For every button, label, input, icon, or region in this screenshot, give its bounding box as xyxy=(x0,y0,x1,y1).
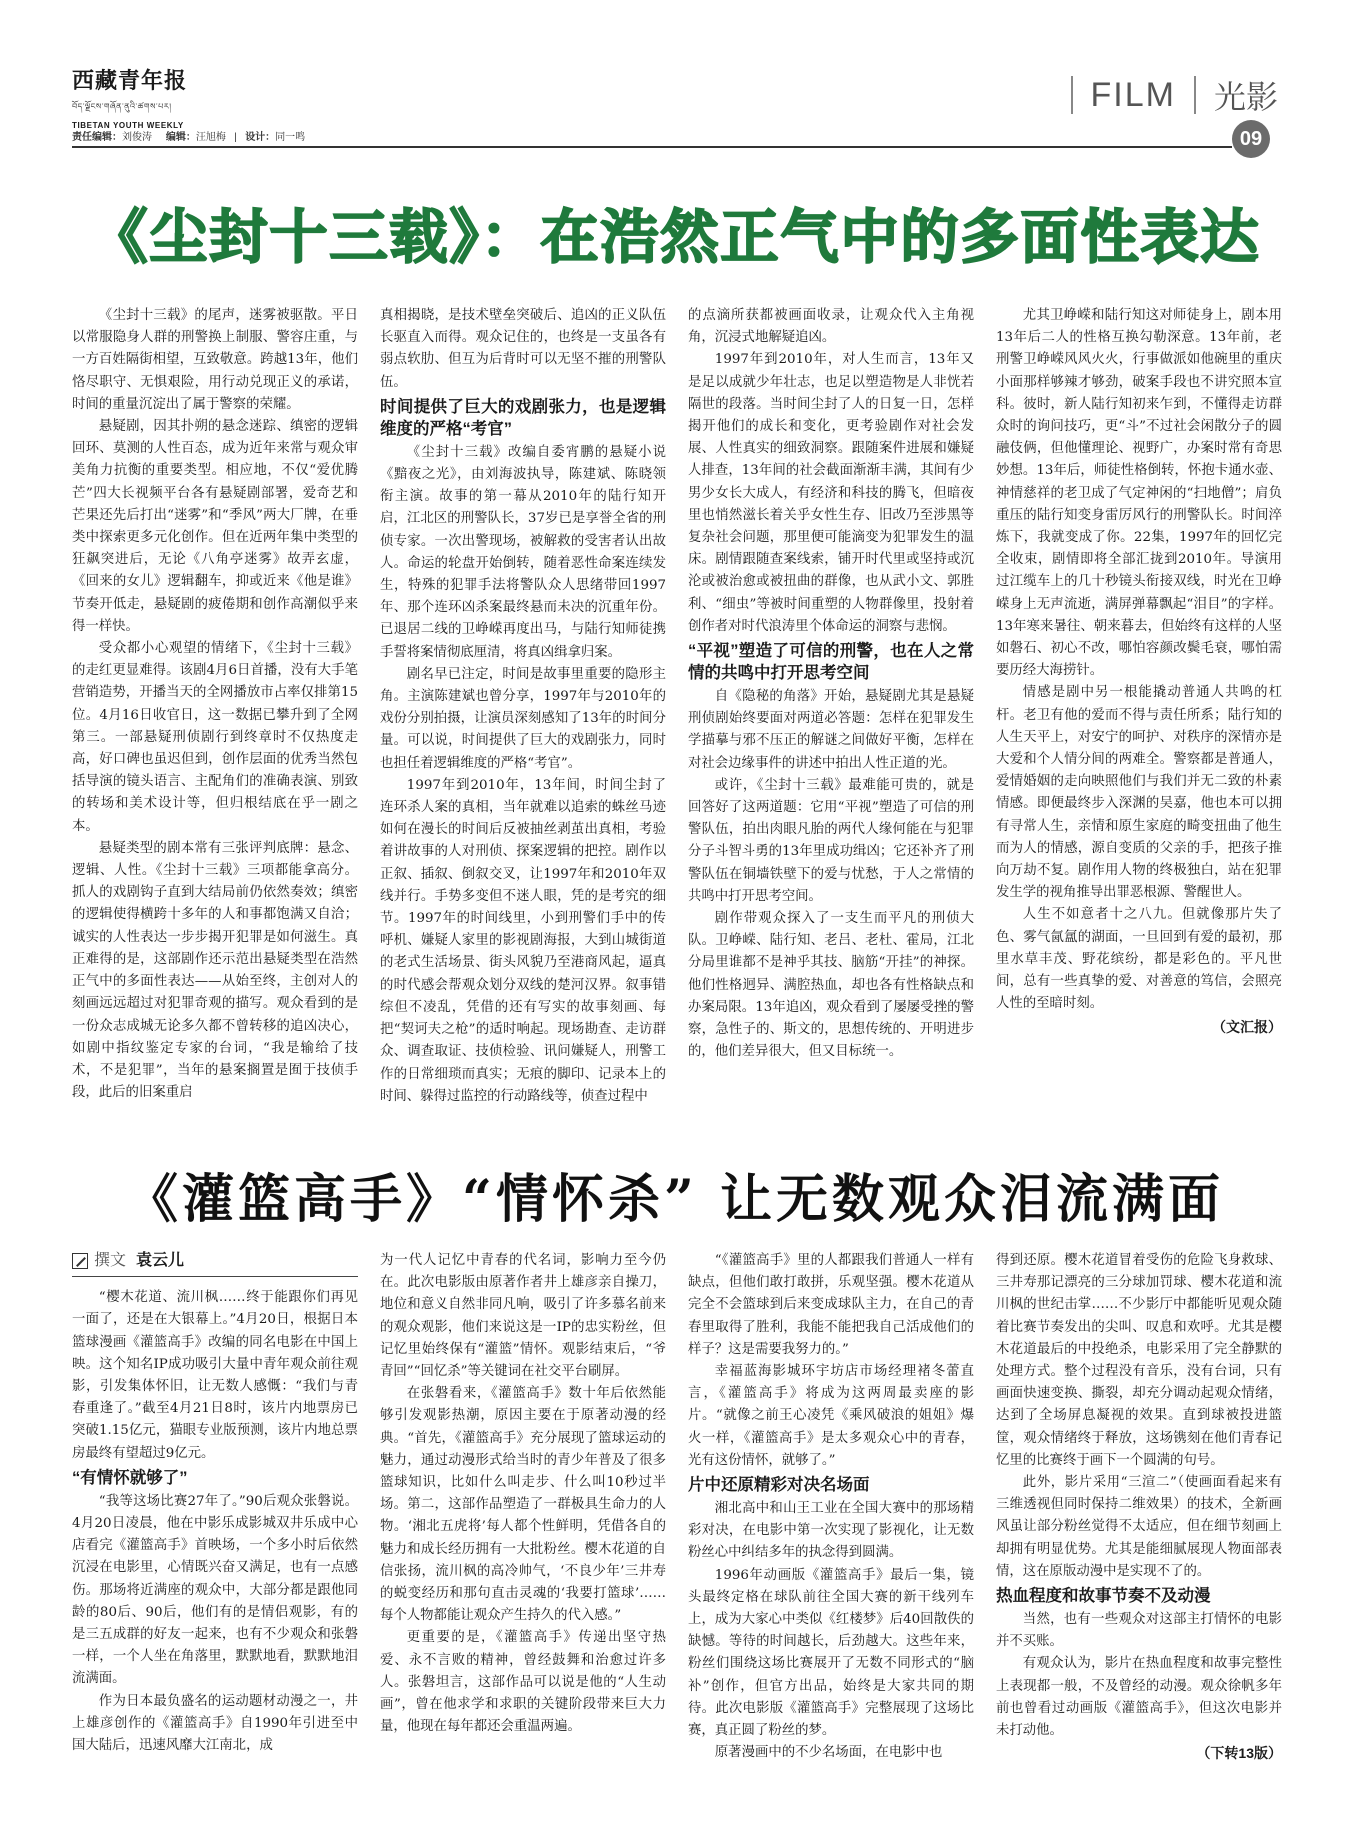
paragraph: 原著漫画中的不少名场面，在电影中也 xyxy=(714,1745,943,1761)
paragraph: 1996年动画版《灌篮高手》最后一集，镜头最终定格在球队前往全国大赛的新干线列车上，成为大家心中类似《红楼梦》后40回散佚的缺憾。等待的时间越长，后劲越大。这些年来，粉丝们围绕这场比赛展开了无数不同形式的“脑补”创作，但官方出品，始终是大家共同的期待。此次电影版《灌篮高手》完整展现了这场比赛，真正圆了粉丝的梦。 xyxy=(688,1567,974,1739)
article2-col-4 xyxy=(996,1250,1282,1810)
paragraph: 有观众认为，影片在热血程度和故事完整性上表现都一般，不及曾经的动漫。观众徐帆多年前也曾看过动画版《灌篮高手》，但这次电影并未打动他。 xyxy=(996,1656,1282,1739)
article2-col-3 xyxy=(688,1250,974,1810)
paragraph: “樱木花道、流川枫……终于能跟你们再见一面了，还是在大银幕上。”4月20日，根据日本篮球漫画《灌篮高手》改编的同名电影在中国上映。这个知名IP成功吸引大量中青年观众前往观影，引发集体怀旧，让无数人感慨：“我们与青春重逢了。”截至4月21日8时，该片内地票房已突破1.15亿元，猫眼专业版预测，该片内地总票房最终有望超过9亿元。 xyxy=(72,1290,358,1461)
section-divider xyxy=(1071,76,1073,114)
paragraph: 此外，影片采用“三渲二”（使画面看起来有三维透视但同时保持二维效果）的技术，全新画风虽让部分粉丝觉得不太适应，但在细节刻画上却拥有明显优势。尤其是能细腻展现人物面部表情，这在原版动漫中是实现不了的。 xyxy=(996,1475,1282,1579)
paragraph: 剧作带观众探入了一支生而平凡的刑侦大队。卫峥嵘、陆行知、老吕、老杜、霍局，江北分局里谁都不是神乎其技、脑筋“开挂”的神探。他们性格迥异、满腔热血，却也各有性格缺点和办案局限。13年追凶，观众看到了屡屡受挫的警察，急性子的、斯文的，思想传统的、开明进步的，他们差异很大，但又目标统一。 xyxy=(688,911,974,1060)
subheading: “有情怀就够了” xyxy=(72,1468,188,1487)
paragraph: 为一代人记忆中青春的代名词，影响力至今仍在。此次电影版由原著作者井上雄彦亲自操刀，地位和意义自然非同凡响，吸引了许多慕名前来的观众观影，他们来说这是一IP的忠实粉丝，但记忆里始终保有“灌篮”情怀。观影结束后，“爷青回”“回忆杀”等关键词在社交平台刷屏。 xyxy=(380,1253,666,1380)
paragraph: 得到还原。樱木花道冒着受伤的危险飞身救球、三井寿那记漂亮的三分球加罚球、樱木花道和流川枫的世纪击掌……不少影厅中都能听见观众随着比赛节奏发出的尖叫、叹息和欢呼。尤其是樱木花道最后的中投绝杀，电影采用了完全静默的处理方式。整个过程没有音乐，没有台词，只有画面快速变换、撕裂，却充分调动起观众情绪，达到了全场屏息凝视的效果。直到球被投进篮筐，观众情绪终于释放，这场镌刻在他们青春记忆里的比赛终于画下一个圆满的句号。 xyxy=(996,1253,1282,1468)
pen-icon xyxy=(72,1253,88,1269)
article2-col-1 xyxy=(72,1250,358,1810)
paragraph: 当然，也有一些观众对这部主打情怀的电影并不买账。 xyxy=(996,1612,1282,1650)
paragraph: 自《隐秘的角落》开始，悬疑剧尤其是悬疑刑侦剧始终要面对两道必答题：怎样在犯罪发生学描摹与邪不压正的解谜之间做好平衡，怎样在对社会边缘事件的讲述中拍出人性正道的光。 xyxy=(688,689,974,771)
paragraph: 作为日本最负盛名的运动题材动漫之一，井上雄彦创作的《灌篮高手》自1990年引进至中国大陆后，迅速风靡大江南北，成 xyxy=(72,1693,358,1754)
designer-label: 设计： xyxy=(245,132,276,143)
paragraph: “《灌篮高手》里的人都跟我们普通人一样有缺点，但他们敢打敢拼，乐观坚强。樱木花道从完全不会篮球到后来变成球队主力，在自己的青春里取得了胜利，我能不能把我自己活成他们的样子？这是需要我努力的。” xyxy=(688,1253,974,1357)
editor-credits: 责任编辑：刘俊涛 编辑：汪旭梅 | 设计：同一鸣 xyxy=(72,132,306,143)
editor-name: 刘俊涛 xyxy=(122,132,152,143)
article2-headline: 《灌篮高手》“情怀杀” 让无数观众泪流满面 xyxy=(126,1169,1224,1230)
paragraph: 1997年到2010年，13年间，时间尘封了连环杀人案的真相，当年就难以追索的蛛丝马迹如何在漫长的时间后反被抽丝剥茧出真相，考验着讲故事的人对刑侦、探案逻辑的把控。剧作以正叙、插叙、倒叙交叉，让1997年和2010年双线并行。手势多变但不迷人眼，凭的是考究的细节。1997年的时间线里，小到刑警们手中的传呼机、嫌疑人家里的影视剧海报，大到山城街道的老式生活场景、街头风貌乃至港商风起，逼真的时代感会帮观众划分双线的楚河汉界。叙事错综但不凌乱，凭借的还有写实的故事刻画、每把“契诃夫之枪”的适时响起。现场勘查、走访群众、调查取证、技侦检验、讯问嫌疑人，刑警工作的日常细琐而真实；无痕的脚印、记录本上的时间、躲得过监控的行动路线等，侦查过程中 xyxy=(380,777,666,1104)
paragraph: 悬疑类型的剧本常有三张评判底牌：悬念、逻辑、人性。《尘封十三载》三项都能拿高分。抓人的戏剧钩子直到大结局前仍依然奏效；缜密的逻辑使得横跨十多年的人和事都饱满又自洽；诚实的人性表达一步步揭开犯罪是如何滋生。真正难得的是，这部剧作还示范出悬疑类型在浩然正气中的多面性表达——从始至终，主创对人的刻画远远超过对犯罪奇观的描写。观众看到的是一份众志成城无论多久都不曾转移的追凶决心，如剧中指纹鉴定专家的台词，“我是输给了技术，不是犯罪”，当年的悬案搁置是囿于技侦手段，此后的旧案重启 xyxy=(72,840,358,1101)
subheading: “平视”塑造了可信的刑警，也在人之常情的共鸣中打开思考空间 xyxy=(688,642,974,683)
section-en: FILM xyxy=(1090,75,1176,114)
subheading: 片中还原精彩对决名场面 xyxy=(688,1476,870,1495)
subheading: 时间提供了巨大的戏剧张力，也是逻辑维度的严格“考官” xyxy=(380,397,666,438)
paragraph: 尤其卫峥嵘和陆行知这对师徒身上，剧本用13年后二人的性格互换勾勒深意。13年前，老刑警卫峥嵘风风火火，行事做派如他碗里的重庆小面那样够辣才够劲，破案手段也不讲究照本宣科。彼时，新人陆行知初来乍到，不懂得走访群众时的询问技巧，更“斗”不过社会闲散分子的圆融伎俩，但他懂理论、视野广，办案时常有奇思妙想。13年后，师徒性格倒转，怀抱卡通水壶、神情慈祥的老卫成了气定神闲的“扫地僧”；肩负重压的陆行知变身雷厉风行的刑警队长。时间淬炼下，我就变成了你。22集，1997年的回忆完全收束，剧情即将全部汇拢到2010年。导演用过江缆车上的几十秒镜头衔接双线，时光在卫峥嵘身上无声流逝，满屏弹幕飘起“泪目”的字样。13年寒来暑往、朝来暮去，但始终有这样的人坚如磐石、初心不改，哪怕容颜改鬓毛衰，哪怕需要历经大海捞针。 xyxy=(996,308,1282,679)
paragraph: 人生不如意者十之八九。但就像那片失了色、雾气氤氲的湖面，一旦回到有爱的最初，那里水草丰茂、野花缤纷，都是彩色的。平凡世间，总有一些真挚的爱、对善意的笃信，会照亮人性的至暗时刻。 xyxy=(996,907,1282,1012)
article-source: （文汇报） xyxy=(1212,1018,1282,1035)
paragraph: 剧名早已注定，时间是故事里重要的隐形主角。主演陈建斌也曾分享，1997年与2010年的戏份分别拍摄，让演员深刻感知了13年的时间分量。可以说，时间提供了巨大的戏剧张力，同时也担任着逻辑维度的严格“考官”。 xyxy=(380,666,666,771)
section-divider xyxy=(1194,76,1196,114)
paragraph: 1997年到2010年，对人生而言，13年又是足以成就少年壮志，也足以塑造物是人非恍若隔世的段落。当时间尘封了人的日复一日，怎样揭开他们的成长和变化，更考验剧作对社会发展、人性真实的细致洞察。跟随案件进展和嫌疑人排查，13年间的社会截面渐渐丰满，其间有少男少女长大成人，有经济和科技的腾飞，但暗夜里也悄然滋长着关乎女性生存、旧改乃至涉黑等复杂社会问题，那里便可能滴变为犯罪发生的温床。剧情跟随查案线索，铺开时代里或坚持或沉沦或被治愈或被扭曲的群像，也从武小文、郭胜利、“细虫”等被时间重塑的人物群像里，投射着创作者对时代浪涛里个体命运的洞察与悲悯。 xyxy=(688,352,974,634)
paragraph: 幸福蓝海影城环宇坊店市场经理褚冬蕾直言，《灌篮高手》将成为这两周最卖座的影片。“就像之前王心凌凭《乘风破浪的姐姐》爆火一样，《灌篮高手》是太多观众心中的青春，光有这份情怀，就够了。” xyxy=(688,1364,974,1468)
paragraph: 的点滴所获都被画面收录，让观众代入主角视角，沉浸式地解疑追凶。 xyxy=(688,308,974,346)
paragraph: 情感是剧中另一根能撬动普通人共鸣的杠杆。老卫有他的爱而不得与责任所系；陆行知的人生天平上，对安宁的呵护、对秩序的深情亦是大爱和个人情分间的两难全。警察都是普通人，爱情婚姻的走向映照他们与我们并无二致的朴素情感。即便最终步入深渊的吴嘉，他也本可以拥有寻常人生，亲情和原生家庭的畸变扭曲了他生而为人的情感，源自变质的父亲的手，把孩子推向万劫不复。剧作用人物的终极独白，站在犯罪发生学的视角推导出罪恶根源、警醒世人。 xyxy=(996,685,1282,901)
page-number: 09 xyxy=(1232,120,1270,158)
paragraph: “我等这场比赛27年了。”90后观众张磐说。4月20日凌晨，他在中影乐成影城双井乐成中心店看完《灌篮高手》首映场，一个多小时后依然沉浸在电影里，心情既兴奋又满足，也有一点感伤。那场将近满座的观众中，大部分都是跟他同龄的80后、90后，他们有的是情侣观影，有的是三五成群的好友一起来，也有不少观众和张磐一样，一个人坐在角落里，默默地看，默默地泪流满面。 xyxy=(72,1493,358,1687)
paragraph: 或许，《尘封十三载》最难能可贵的，就是回答好了这两道题：它用“平视”塑造了可信的刑警队伍，拍出肉眼凡胎的两代人缘何能在与犯罪分子斗智斗勇的13年里成功缉凶；它还补齐了刑警队伍在铜墙铁壁下的爱与忧愁，于人之常情的共鸣中打开思考空间。 xyxy=(688,777,974,904)
paragraph: 受众都小心观望的情绪下，《尘封十三载》的走红更显难得。该剧4月6日首播，没有大手笔营销造势，开播当天的全网播放市占率仅排第15位。4月16日收官日，这一数据已攀升到了全网第三。一部悬疑刑侦剧行到终章时不仅热度走高，好口碑也虽迟但到，创作层面的优秀当然包括导演的镜头语言、主配角们的准确表演、别致的转场和美术设计等，但归根结底在乎一剧之本。 xyxy=(72,641,358,834)
byline-role: 撰文 xyxy=(94,1252,127,1269)
editor-label: 责任编辑： xyxy=(72,132,122,143)
editor-name: 汪旭梅 xyxy=(195,132,226,143)
newspaper-logo: 西藏青年报 xyxy=(72,68,188,94)
section-cn: 光影 xyxy=(1213,79,1278,115)
section-tag xyxy=(1053,72,1278,118)
masthead xyxy=(72,64,272,130)
paragraph: 在张磐看来，《灌篮高手》数十年后依然能够引发观影热潮，原因主要在于原著动漫的经典。“首先，《灌篮高手》充分展现了篮球运动的魅力，通过动漫形式给当时的青少年普及了很多篮球知识，比如什么叫走步、什么叫10秒过半场。第二，这部作品塑造了一群极具生命力的人物。‘湘北五虎将’每人都个性鲜明，凭借各自的魅力和成长经历拥有一大批粉丝。樱木花道的自信张扬，流川枫的高冷帅气，‘不良少年’三井寿的蜕变经历和那句直击灵魂的‘我要打篮球’……每个人物都能让观众产生持久的代入感。” xyxy=(380,1386,666,1624)
continued-note: （下转13版） xyxy=(1196,1745,1282,1762)
subheading: 热血程度和故事节奏不及动漫 xyxy=(996,1587,1211,1606)
article2-col-2 xyxy=(380,1250,666,1810)
tibetan-title: བོད་ལྗོངས་གཞོན་ནུའི་ཚགས་པར། xyxy=(72,102,172,111)
byline xyxy=(72,1250,358,1277)
header-rule xyxy=(72,146,1232,148)
article1-headline: 《尘封十三载》：在浩然正气中的多面性表达 xyxy=(89,203,1261,271)
paragraph: 更重要的是，《灌篮高手》传递出坚守热爱、永不言败的精神，曾经鼓舞和治愈过许多人。张磐坦言，这部作品可以说是他的“人生动画”，曾在他求学和求职的关键阶段带来巨大力量，他现在每年都还会重温两遍。 xyxy=(380,1630,666,1735)
editor-label: 编辑： xyxy=(165,132,196,143)
article2-body xyxy=(72,1250,1282,1810)
paragraph: 悬疑剧，因其扑朔的悬念迷踪、缜密的逻辑回环、莫测的人性百态，成为近年来常与观众审美角力抗衡的重要类型。相应地，不仅“爱优腾芒”四大长视频平台各有悬疑剧部署，爱奇艺和芒果还先后打出“迷雾”和“季风”两大厂牌，在垂类中探索更多元化创作。但在近两年集中类型的狂飙突进后，无论《八角亭迷雾》故弄玄虚，《回来的女儿》逻辑翻车，抑或近来《他是谁》节奏开低走，悬疑剧的疲倦期和创作高潮似乎来得一样快。 xyxy=(72,419,358,634)
paragraph: 湘北高中和山王工业在全国大赛中的那场精彩对决，在电影中第一次实现了影视化，让无数粉丝心中纠结多年的执念得到圆满。 xyxy=(688,1501,974,1561)
designer-name: 同一鸣 xyxy=(275,132,306,143)
paragraph: 《尘封十三载》的尾声，迷雾被驱散。平日以常服隐身人群的刑警换上制服、警容庄重，与一方百姓隔街相望，互致敬意。跨越13年，他们恪尽职守、无惧艰险，用行动兑现正义的承诺，时间的重量沉淀出了属于警察的荣耀。 xyxy=(72,308,358,412)
paragraph: 《尘封十三载》改编自委宵鹏的悬疑小说《黯夜之光》，由刘海波执导，陈建斌、陈晓领衔主演。故事的第一幕从2010年的陆行知开启，江北区的刑警队长，37岁已是享誉全省的刑侦专家。一次出警现场，被解救的受害者认出故人。命运的轮盘开始倒转，随着恶性命案连续发生，特殊的犯罪手法将警队众人思绪带回1997年、那个连环凶杀案最终悬而未决的沉重年份。已退居二线的卫峥嵘再度出马，与陆行知师徒携手誓将案情彻底厘清，将真凶缉拿归案。 xyxy=(380,444,666,660)
byline-name: 袁云儿 xyxy=(136,1252,185,1269)
english-title: TIBETAN YOUTH WEEKLY xyxy=(72,121,184,130)
paragraph: 真相揭晓，是技术壁垒突破后、追凶的正义队伍长驱直入而得。观众记住的，也终是一支虽各有弱点软肋、但互为后背时可以无坚不摧的刑警队伍。 xyxy=(380,308,666,390)
